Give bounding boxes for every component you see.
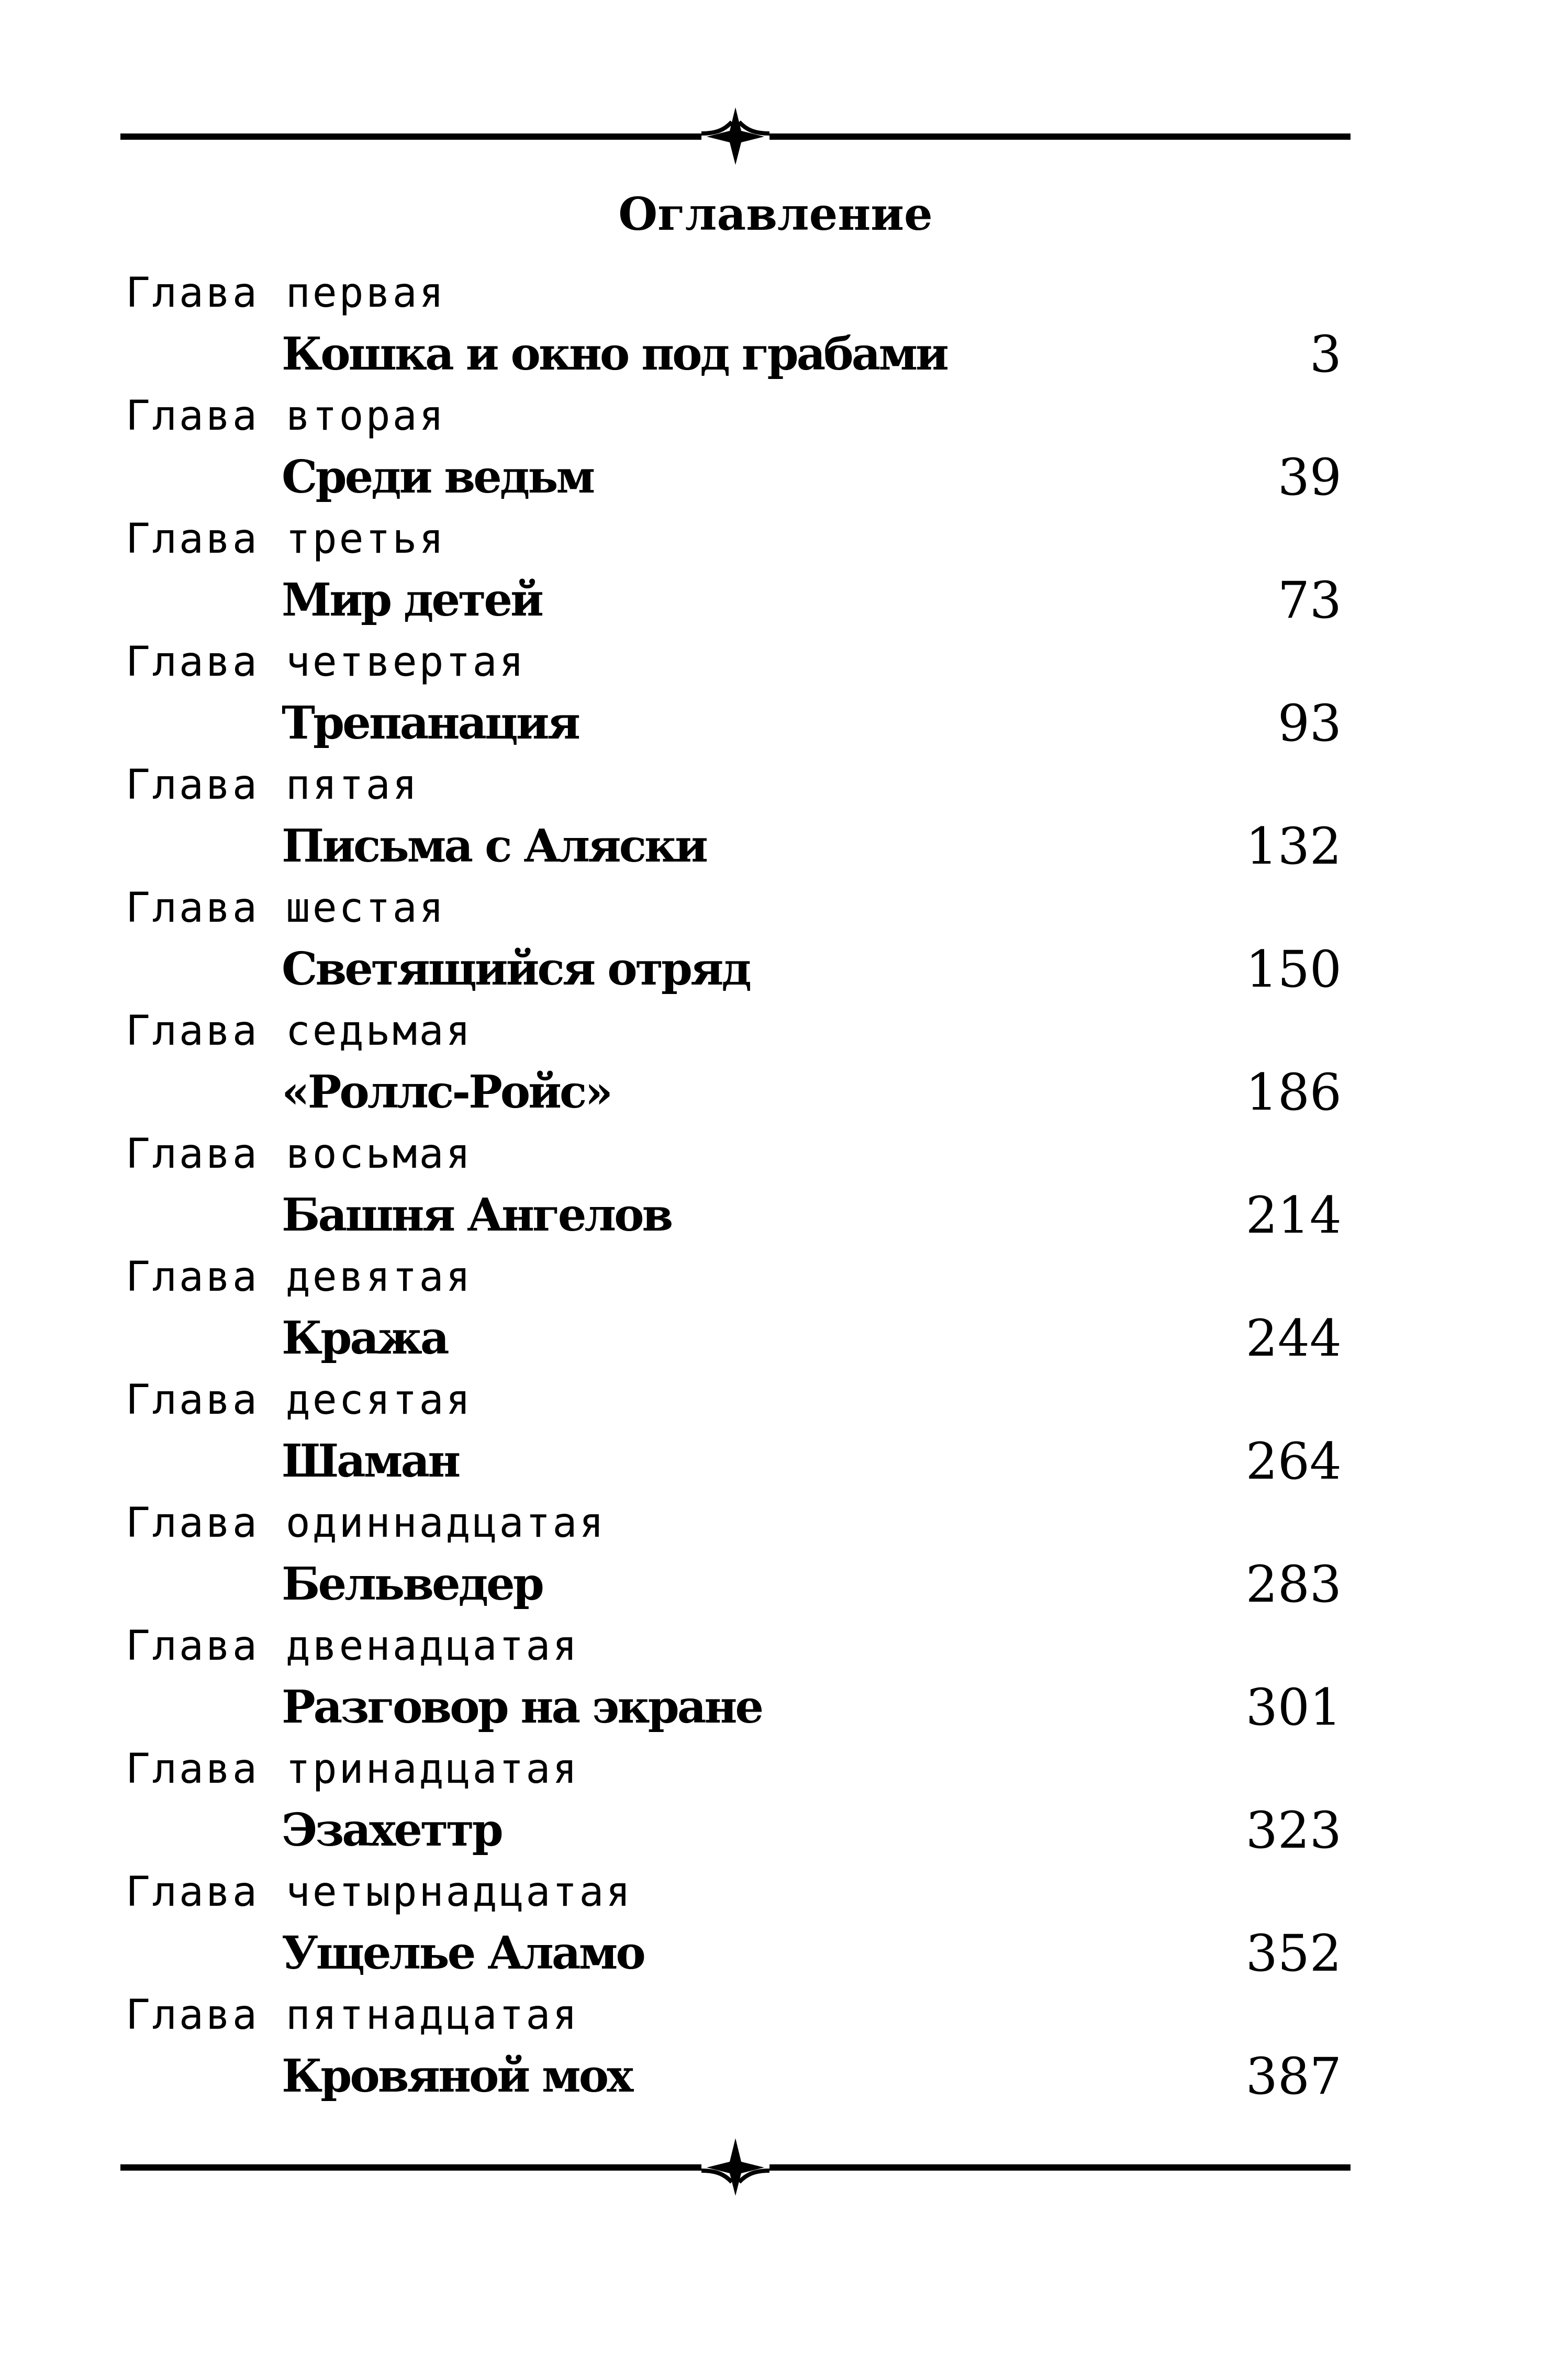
- chapter-page-number: 73: [1277, 571, 1342, 630]
- chapter-title: Светящийся отряд: [282, 943, 750, 996]
- toc-entry-11[interactable]: [0, 1497, 1551, 1620]
- bottom-ornament-divider: [120, 2138, 1351, 2196]
- toc-entry-6[interactable]: [0, 882, 1551, 1005]
- chapter-title: Шаман: [282, 1435, 459, 1488]
- chapter-title: Разговор на экране: [282, 1681, 762, 1734]
- chapter-title: Мир детей: [282, 574, 542, 627]
- top-ornament-divider: [120, 107, 1351, 165]
- chapter-page-number: 387: [1245, 2047, 1342, 2106]
- chapter-page-number: 352: [1245, 1924, 1342, 1983]
- chapter-page-number: 283: [1245, 1555, 1342, 1614]
- chapter-title: Кража: [282, 1312, 448, 1365]
- toc-entry-1[interactable]: [0, 267, 1551, 390]
- chapter-page-number: 3: [1309, 325, 1342, 384]
- chapter-label: Глава двенадцатая: [126, 1623, 579, 1670]
- chapter-label: Глава десятая: [126, 1377, 473, 1424]
- chapter-title: Ущелье Аламо: [282, 1927, 644, 1980]
- chapter-label: Глава вторая: [126, 393, 446, 440]
- toc-entry-8[interactable]: [0, 1128, 1551, 1251]
- chapter-label: Глава девятая: [126, 1254, 473, 1301]
- chapter-title: Трепанация: [282, 697, 579, 750]
- toc-entry-2[interactable]: [0, 390, 1551, 513]
- chapter-page-number: 132: [1245, 817, 1342, 876]
- chapter-page-number: 150: [1245, 940, 1342, 999]
- toc-entry-14[interactable]: [0, 1866, 1551, 1989]
- chapter-title: Кровяной мох: [282, 2050, 632, 2103]
- chapter-title: Среди ведьм: [282, 451, 594, 504]
- chapter-label: Глава четвертая: [126, 639, 526, 686]
- chapter-label: Глава пятнадцатая: [126, 1992, 579, 2039]
- toc-entry-5[interactable]: [0, 759, 1551, 882]
- chapter-label: Глава пятая: [126, 762, 419, 809]
- chapter-label: Глава четырнадцатая: [126, 1869, 633, 1916]
- toc-entry-15[interactable]: [0, 1989, 1551, 2112]
- chapter-page-number: 93: [1277, 694, 1342, 753]
- chapter-label: Глава третья: [126, 516, 446, 563]
- chapter-page-number: 244: [1245, 1309, 1342, 1368]
- chapter-page-number: 301: [1245, 1678, 1342, 1737]
- chapter-title: Бельведер: [282, 1558, 542, 1611]
- star-ornament-icon: [120, 107, 1351, 165]
- star-ornament-icon: [120, 2138, 1351, 2196]
- toc-entry-4[interactable]: [0, 636, 1551, 759]
- chapter-label: Глава первая: [126, 270, 446, 317]
- toc-entry-12[interactable]: [0, 1620, 1551, 1743]
- toc-heading: Оглавление: [618, 188, 933, 241]
- chapter-label: Глава тринадцатая: [126, 1746, 579, 1793]
- toc-entry-13[interactable]: [0, 1743, 1551, 1866]
- toc-entry-3[interactable]: [0, 513, 1551, 636]
- chapter-page-number: 323: [1245, 1801, 1342, 1860]
- chapter-label: Глава шестая: [126, 885, 446, 932]
- chapter-title: «Роллс-Ройс»: [282, 1066, 611, 1119]
- chapter-title: Башня Ангелов: [282, 1189, 672, 1242]
- toc-list: [0, 267, 1551, 2112]
- chapter-label: Глава восьмая: [126, 1131, 473, 1178]
- toc-entry-9[interactable]: [0, 1251, 1551, 1374]
- chapter-label: Глава одиннадцатая: [126, 1500, 606, 1547]
- chapter-title: Эзахеттр: [282, 1804, 501, 1857]
- toc-entry-10[interactable]: [0, 1374, 1551, 1497]
- chapter-label: Глава седьмая: [126, 1008, 473, 1055]
- chapter-page-number: 186: [1245, 1063, 1342, 1122]
- toc-entry-7[interactable]: [0, 1005, 1551, 1128]
- chapter-title: Письма с Аляски: [282, 820, 706, 873]
- chapter-page-number: 39: [1277, 448, 1342, 507]
- chapter-title: Кошка и окно под грабами: [282, 328, 947, 381]
- chapter-page-number: 214: [1245, 1186, 1342, 1245]
- chapter-page-number: 264: [1245, 1432, 1342, 1491]
